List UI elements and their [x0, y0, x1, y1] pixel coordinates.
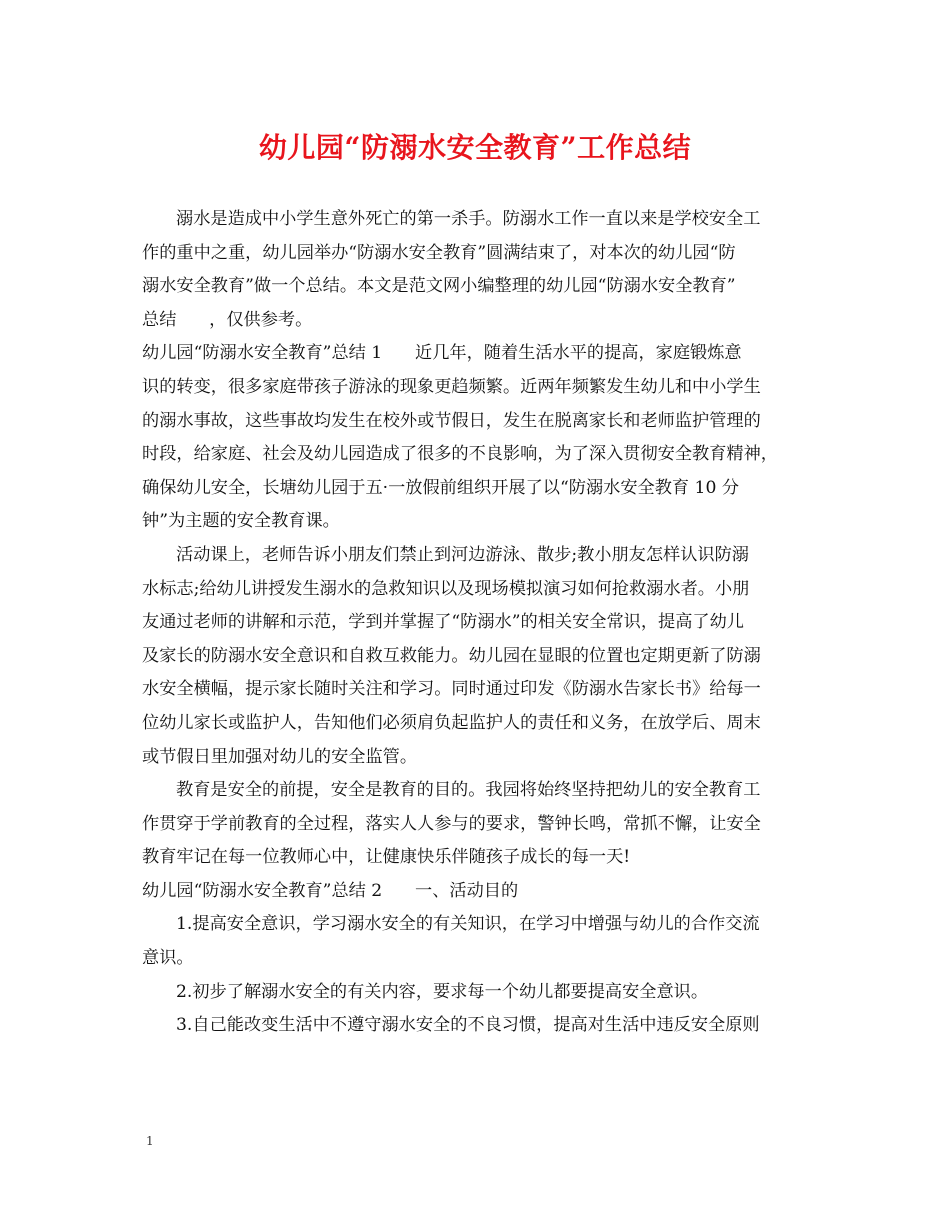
page-number: 1 [146, 1134, 154, 1148]
list-item-line: 1.提高安全意识，学习溺水安全的有关知识，在学习中增强与幼儿的合作交流 [176, 914, 760, 935]
list-item-line: 意识。 [142, 948, 194, 969]
paragraph-line: 水安全横幅，提示家长随时关注和学习。同时通过印发《防溺水告家长书》给每一 [142, 679, 761, 700]
paragraph-line: 确保幼儿安全，长塘幼儿园于五·一放假前组织开展了以“防溺水安全教育 10 分 [142, 477, 740, 498]
paragraph-line: 的溺水事故，这些事故均发生在校外或节假日，发生在脱离家长和老师监护管理的 [142, 410, 761, 431]
paragraph-line: 作贯穿于学前教育的全过程，落实人人参与的要求，警钟长鸣，常抓不懈，让安全 [142, 813, 761, 834]
list-item-line: 3.自己能改变生活中不遵守溺水安全的不良习惯，提高对生活中违反安全原则 [176, 1015, 760, 1036]
document-body [142, 203, 812, 1043]
document-title: 幼儿园“防溺水安全教育”工作总结 [258, 131, 692, 164]
paragraph-line: 教育牢记在每一位教师心中，让健康快乐伴随孩子成长的每一天! [142, 847, 631, 868]
paragraph-line: 教育是安全的前提，安全是教育的目的。我园将始终坚持把幼儿的安全教育工 [176, 780, 761, 801]
paragraph-line: 识的转变，很多家庭带孩子游泳的现象更趋频繁。近两年频繁发生幼儿和中小学生 [142, 376, 761, 397]
paragraph-line: 及家长的防溺水安全意识和自救互救能力。幼儿园在显眼的位置也定期更新了防溺 [142, 645, 761, 666]
paragraph-line: 水标志;给幼儿讲授发生溺水的急救知识以及现场模拟演习如何抢救溺水者。小朋 [142, 578, 750, 599]
paragraph-line: 总结 ，仅供参考。 [142, 309, 313, 330]
section-heading-line: 幼儿园“防溺水安全教育”总结 1 近几年，随着生活水平的提高，家庭锻炼意 [142, 343, 742, 364]
paragraph-line: 时段，给家庭、社会及幼儿园造成了很多的不良影响，为了深入贯彻安全教育精神， [142, 444, 778, 465]
paragraph-line: 活动课上，老师告诉小朋友们禁止到河边游泳、散步;教小朋友怎样认识防溺 [176, 544, 749, 565]
paragraph-line: 友通过老师的讲解和示范，学到并掌握了“防溺水”的相关安全常识，提高了幼儿 [142, 612, 744, 633]
paragraph-line: 或节假日里加强对幼儿的安全监管。 [142, 746, 418, 767]
paragraph-line: 钟”为主题的安全教育课。 [142, 511, 340, 532]
paragraph-line: 溺水是造成中小学生意外死亡的第一杀手。防溺水工作一直以来是学校安全工 [176, 209, 761, 229]
paragraph-line: 溺水安全教育”做一个总结。本文是范文网小编整理的幼儿园“防溺水安全教育” [142, 276, 736, 297]
list-item-line: 2.初步了解溺水安全的有关内容，要求每一个幼儿都要提高安全意识。 [176, 981, 709, 1002]
paragraph-line: 作的重中之重，幼儿园举办“防溺水安全教育”圆满结束了，对本次的幼儿园“防 [142, 242, 736, 263]
paragraph-line: 位幼儿家长或监护人，告知他们必须肩负起监护人的责任和义务，在放学后、周末 [142, 712, 761, 733]
section-heading-line: 幼儿园“防溺水安全教育”总结 2 一、活动目的 [142, 880, 519, 901]
